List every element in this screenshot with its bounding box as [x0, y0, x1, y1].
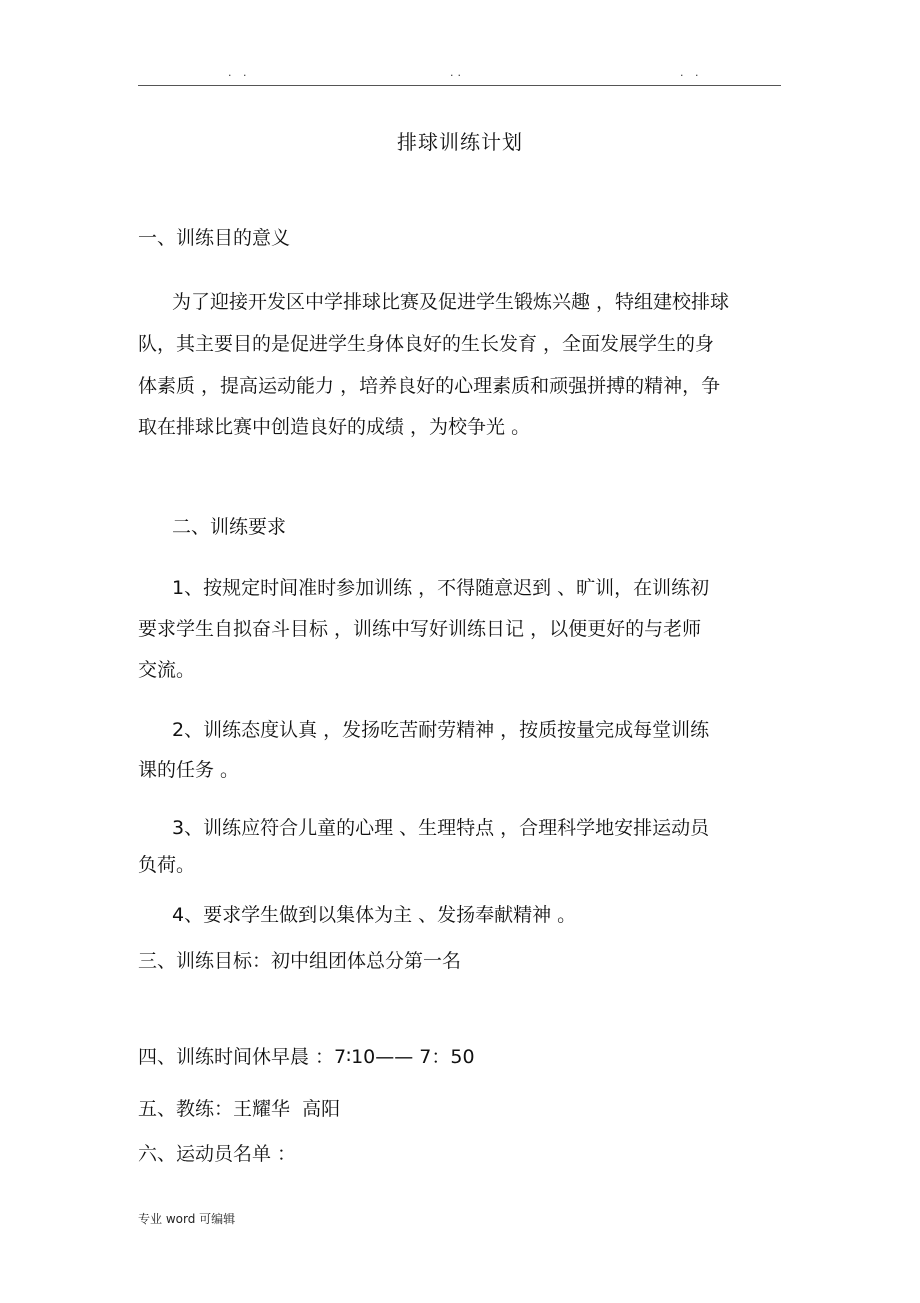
- paragraph-line: 为了迎接开发区中学排球比赛及促进学生锻炼兴趣 ，特组建校排球: [172, 291, 730, 313]
- footer-note: 专业 word 可编辑: [138, 1212, 236, 1226]
- requirement-item-3-line: 负荷。: [138, 854, 196, 876]
- paragraph-line: 取在排球比赛中创造良好的成绩 ，为校争光 。: [138, 416, 531, 438]
- header-mark-right: . .: [680, 66, 703, 79]
- header-mark-center: ..: [450, 66, 465, 79]
- requirement-item-2-line: 课的任务 。: [138, 759, 240, 781]
- requirement-item-2-line: 2、训练态度认真 ，发扬吃苦耐劳精神 ，按质按量完成每堂训练: [172, 719, 710, 741]
- requirement-item-1-line: 1、按规定时间准时参加训练 ，不得随意迟到 、旷训，在训练初: [172, 577, 710, 599]
- requirement-item-1-line: 要求学生自拟奋斗目标 ，训练中写好训练日记 ，以便更好的与老师: [138, 618, 702, 640]
- section-training-time: 四、训练时间休早晨 ：7∶10—— 7：50: [138, 1046, 475, 1068]
- requirement-item-3-line: 3、训练应符合儿童的心理 、生理特点 ，合理科学地安排运动员: [172, 817, 710, 839]
- section-athlete-list: 六、运动员名单 ：: [138, 1143, 297, 1165]
- requirement-item-4: 4、要求学生做到以集体为主 、发扬奉献精神 。: [172, 904, 577, 926]
- document-title: 排球训练计划: [397, 130, 523, 154]
- section-coaches: 五、教练：王耀华 高阳: [138, 1098, 341, 1120]
- paragraph-line: 体素质 ，提高运动能力 ，培养良好的心理素质和顽强拼搏的精神，争: [138, 375, 721, 397]
- header-rule: [138, 85, 781, 86]
- section-heading-purpose: 一、训练目的意义: [138, 227, 291, 249]
- requirement-item-1-line: 交流。: [138, 659, 196, 681]
- paragraph-line: 队，其主要目的是促进学生身体良好的生长发育 ，全面发展学生的身: [138, 333, 715, 355]
- section-training-goal: 三、训练目标：初中组团体总分第一名: [138, 950, 462, 972]
- header-mark-left: . .: [228, 66, 251, 79]
- section-heading-requirements: 二、训练要求: [172, 516, 287, 538]
